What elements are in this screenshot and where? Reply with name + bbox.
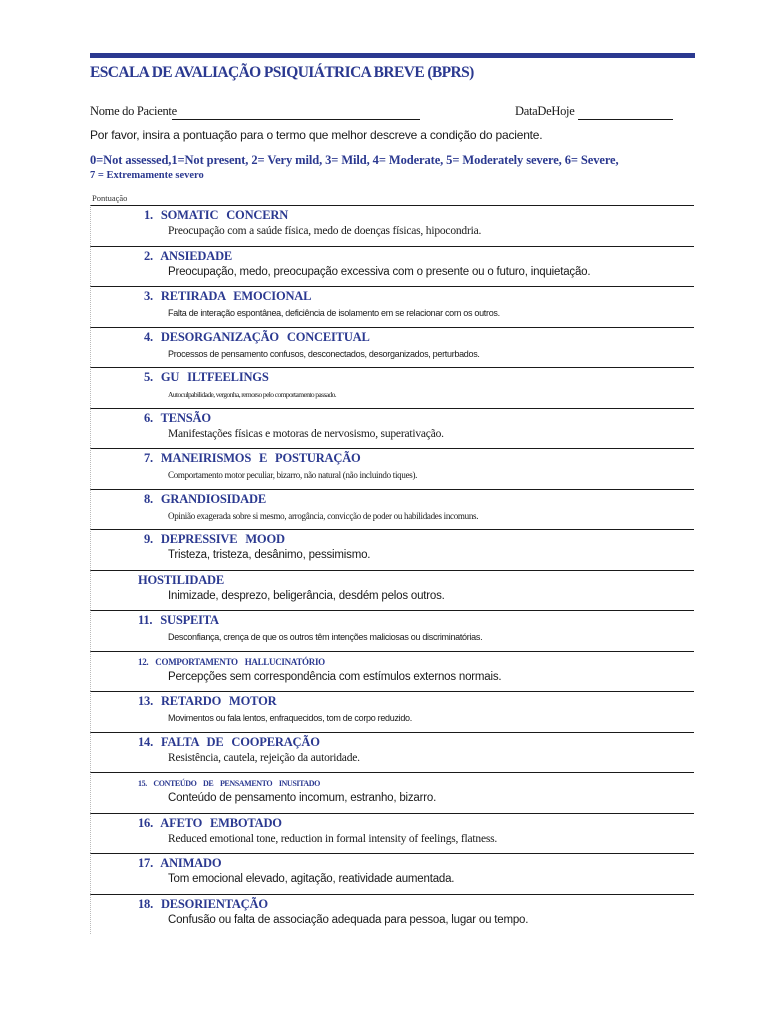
symptom-row-4[interactable] (90, 327, 694, 368)
score-legend (90, 153, 619, 181)
symptom-row-17[interactable] (90, 853, 694, 894)
symptom-row-1[interactable] (90, 205, 694, 246)
symptom-description: Confusão ou falta de associação adequada para pessoa, lugar ou tempo. (168, 913, 529, 926)
date-field[interactable] (578, 119, 673, 120)
symptom-name: 6. TENSÃO (144, 410, 211, 425)
symptom-name: 11. SUSPEITA (138, 613, 219, 627)
symptom-description: Falta de interação espontânea, deficiência de isolamento em se relacionar com os outros. (168, 308, 500, 318)
symptom-description: Opinião exagerada sobre si mesmo, arrogância, convicção de poder ou habilidades incomuns. (168, 510, 479, 521)
symptom-list (90, 205, 694, 934)
symptom-description: Comportamento motor peculiar, bizarro, não natural (não incluindo tiques). (168, 470, 418, 480)
symptom-description: Percepções sem correspondência com estímulos externos normais. (168, 670, 502, 683)
symptom-name: 5. GU ILTFEELINGS (144, 370, 269, 384)
symptom-row-8[interactable] (90, 489, 694, 530)
symptom-row-10[interactable] (90, 570, 694, 611)
score-legend-line-2: 7 = Extremamente severo (90, 170, 204, 181)
symptom-row-7[interactable] (90, 448, 694, 489)
symptom-row-5[interactable] (90, 367, 694, 408)
symptom-row-18[interactable] (90, 894, 694, 935)
instructions: Por favor, insira a pontuação para o termo que melhor descreve a condição do paciente. (90, 128, 543, 142)
symptom-description: Desconfiança, crença de que os outros têm intenções maliciosas ou discriminatórias. (168, 632, 483, 642)
symptom-name: 17. ANIMADO (138, 856, 222, 870)
patient-name-label: Nome do Paciente (90, 104, 177, 118)
symptom-name: 2. ANSIEDADE (144, 248, 233, 263)
symptom-description: Autoculpabilidade, vergonha, remorso pelo comportamento passado. (168, 390, 337, 399)
symptom-row-11[interactable] (90, 610, 694, 651)
symptom-row-14[interactable] (90, 732, 694, 773)
symptom-description: Conteúdo de pensamento incomum, estranho, bizarro. (168, 792, 437, 804)
symptom-row-13[interactable] (90, 691, 694, 732)
date-label: DataDeHoje (515, 104, 575, 118)
symptom-name: 7. MANEIRISMOS E POSTURAÇÃO (144, 451, 361, 465)
symptom-description: Reduced emotional tone, reduction in formal intensity of feelings, flatness. (168, 832, 498, 845)
symptom-row-15[interactable] (90, 772, 694, 813)
symptom-name: 13. RETARDO MOTOR (138, 694, 277, 708)
symptom-description: Processos de pensamento confusos, desconectados, desorganizados, perturbados. (168, 348, 480, 359)
symptom-name: 3. RETIRADA EMOCIONAL (144, 289, 312, 303)
symptom-name: 8. GRANDIOSIDADE (144, 491, 266, 506)
symptom-name: 9. DEPRESSIVE MOOD (144, 532, 285, 546)
symptom-row-12[interactable] (90, 651, 694, 692)
symptom-row-16[interactable] (90, 813, 694, 854)
symptom-name: 4. DESORGANIZAÇÃO CONCEITUAL (144, 329, 370, 344)
symptom-row-3[interactable] (90, 286, 694, 327)
symptom-name: 18. DESORIENTAÇÃO (138, 896, 268, 911)
score-column-header: Pontuação (92, 193, 128, 203)
score-legend-line-1: 0=Not assessed,1=Not present, 2= Very mild, 3= Mild, 4= Moderate, 5= Moderately severe, 6= Severe, (90, 153, 619, 167)
symptom-description: Tristeza, tristeza, desânimo, pessimismo. (168, 549, 371, 561)
symptom-row-2[interactable] (90, 246, 694, 287)
symptom-description: Resistência, cautela, rejeição da autoridade. (168, 751, 360, 764)
symptom-name: HOSTILIDADE (138, 572, 225, 587)
patient-info-row (90, 104, 690, 122)
symptom-name: 16. AFETO EMBOTADO (138, 815, 282, 830)
symptom-description: Manifestações físicas e motoras de nervosismo, superativação. (168, 427, 444, 440)
symptom-description: Preocupação com a saúde física, medo de doenças físicas, hipocondria. (168, 225, 482, 237)
symptom-description: Preocupação, medo, preocupação excessiva com o presente ou o futuro, inquietação. (168, 265, 591, 278)
symptom-name: 15. CONTEÚDO DE PENSAMENTO INUSITADO (138, 779, 320, 788)
symptom-row-9[interactable] (90, 529, 694, 570)
symptom-name: 12. COMPORTAMENTO HALLUCINATÓRIO (138, 656, 325, 667)
patient-name-field[interactable] (172, 119, 420, 120)
page-title: ESCALA DE AVALIAÇÃO PSIQUIÁTRICA BREVE (BPRS) (90, 64, 474, 81)
symptom-name: 14. FALTA DE COOPERAÇÃO (138, 734, 320, 749)
header-rule (90, 53, 695, 58)
symptom-row-6[interactable] (90, 408, 694, 449)
symptom-description: Movimentos ou fala lentos, enfraquecidos, tom de corpo reduzido. (168, 713, 412, 723)
symptom-description: Inimizade, desprezo, beligerância, desdém pelos outros. (168, 589, 445, 602)
symptom-description: Tom emocional elevado, agitação, reatividade aumentada. (168, 873, 455, 885)
symptom-name: 1. SOMATIC CONCERN (144, 208, 289, 222)
